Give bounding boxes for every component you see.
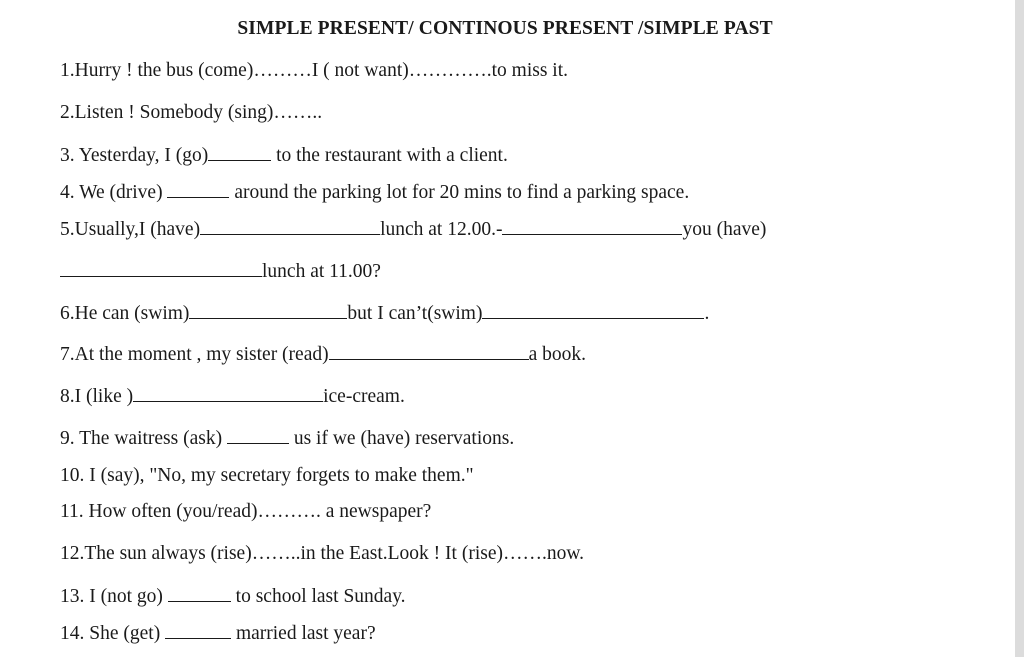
question-11-text: 11. How often (you/read)………. a newspaper? (60, 501, 432, 522)
question-13-text: 13. I (not go) (60, 586, 168, 607)
question-14-text-end: married last year? (231, 623, 376, 644)
answer-blank[interactable] (200, 217, 380, 235)
question-7 (60, 342, 586, 367)
question-5-text-last: lunch at 11.00? (262, 261, 381, 282)
question-3 (60, 143, 508, 168)
question-3-text: 3. Yesterday, I (go) (60, 145, 209, 166)
question-2-text: 2.Listen ! Somebody (sing)…….. (60, 102, 323, 123)
question-1-text: 1.Hurry ! the bus (come)………I ( not want)………….to miss it. (60, 60, 569, 81)
answer-blank[interactable] (329, 342, 529, 360)
question-5 (60, 217, 766, 242)
scrollbar-edge (1015, 0, 1024, 657)
question-4-text: 4. We (drive) (60, 182, 168, 203)
question-9-text-end: us if we (have) reservations. (288, 428, 515, 449)
question-13-text-end: to school last Sunday. (230, 586, 406, 607)
question-4-text-end: around the parking lot for 20 mins to find a parking space. (229, 182, 690, 203)
question-3-text-end: to the restaurant with a client. (271, 145, 508, 166)
question-6-text: 6.He can (swim) (60, 303, 190, 324)
question-10-text: 10. I (say), "No, my secretary forgets to make them." (60, 465, 474, 486)
question-7-text-end: a book. (528, 344, 587, 365)
answer-blank[interactable] (167, 180, 229, 198)
question-14-text: 14. She (get) (60, 623, 166, 644)
question-12-text: 12.The sun always (rise)……..in the East.Look ! It (rise)…….now. (60, 543, 585, 564)
answer-blank[interactable] (502, 217, 682, 235)
question-8 (60, 384, 405, 409)
question-9 (60, 426, 514, 451)
question-5-continued (60, 259, 381, 284)
question-5-text-mid: lunch at 12.00.- (380, 219, 503, 240)
question-6-text-end: . (704, 303, 710, 324)
question-13 (60, 584, 406, 609)
question-8-text: 8.I (like ) (60, 386, 134, 407)
question-6-text-mid: but I can’t(swim) (347, 303, 483, 324)
answer-blank[interactable] (482, 301, 704, 319)
question-2 (60, 101, 322, 125)
question-12 (60, 542, 584, 566)
question-5-text: 5.Usually,I (have) (60, 219, 201, 240)
question-10 (60, 464, 474, 488)
question-14 (60, 621, 376, 646)
answer-blank[interactable] (189, 301, 347, 319)
answer-blank[interactable] (208, 143, 271, 161)
answer-blank[interactable] (133, 384, 323, 402)
worksheet-title: SIMPLE PRESENT/ CONTINOUS PRESENT /SIMPLE PAST (237, 18, 773, 39)
question-4 (60, 180, 689, 205)
question-11 (60, 500, 431, 524)
answer-blank[interactable] (168, 584, 231, 602)
question-5-text-end: you (have) (682, 219, 767, 240)
question-6 (60, 301, 709, 326)
question-1 (60, 59, 568, 83)
question-7-text: 7.At the moment , my sister (read) (60, 344, 329, 365)
answer-blank[interactable] (60, 259, 262, 277)
answer-blank[interactable] (165, 621, 231, 639)
answer-blank[interactable] (227, 426, 289, 444)
question-8-text-end: ice-cream. (323, 386, 405, 407)
question-9-text: 9. The waitress (ask) (60, 428, 227, 449)
